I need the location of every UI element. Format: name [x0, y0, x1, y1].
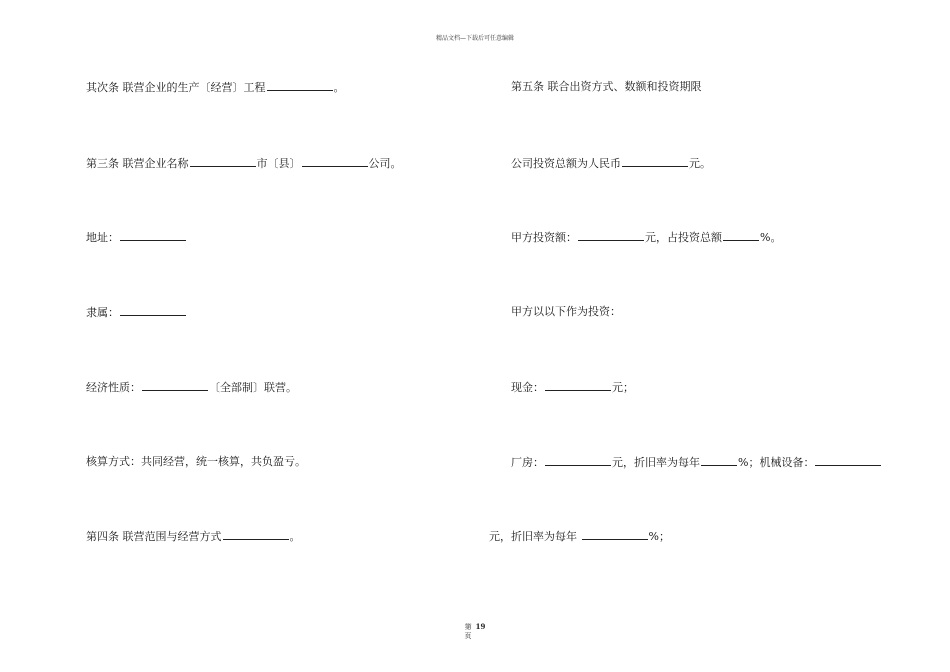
clause-5-text: 第五条 联合出资方式、数额和投资期限 — [511, 80, 702, 93]
cash-blank[interactable] — [545, 380, 611, 391]
clause-2-end: 。 — [333, 81, 345, 94]
party-a-assets-line — [511, 305, 621, 319]
plant-label: 厂房： — [511, 456, 544, 469]
ownership-text: 〔全部制〕联营。 — [209, 381, 297, 394]
address-blank[interactable] — [120, 230, 186, 241]
percent-sign: %。 — [760, 231, 782, 244]
page-label-bottom: 页 — [464, 632, 472, 640]
party-a-investment-line — [511, 230, 781, 245]
total-investment-blank[interactable] — [622, 156, 688, 167]
plant-depreciation-blank[interactable] — [701, 455, 737, 466]
clause-5-line — [511, 80, 702, 94]
clause-4-line — [86, 529, 301, 544]
clause-2-text: 其次条 联营企业的生产〔经营〕工程 — [86, 81, 266, 94]
cash-unit: 元； — [612, 381, 634, 394]
clause-3-line — [86, 156, 402, 171]
company-name-blank[interactable] — [302, 156, 368, 167]
plant-value-blank[interactable] — [545, 455, 611, 466]
accounting-text: 核算方式：共同经营，统一核算，共负盈亏。 — [86, 455, 306, 468]
cash-label: 现金： — [511, 381, 544, 394]
accounting-line — [86, 455, 306, 469]
machinery-label: %；机械设备： — [738, 456, 815, 469]
share-label: 元，占投资总额 — [645, 231, 722, 244]
total-investment-unit: 元。 — [689, 157, 711, 170]
address-line — [86, 230, 187, 245]
party-a-assets-text: 甲方以以下作为投资： — [511, 305, 621, 318]
city-county-label: 市〔县〕 — [256, 157, 301, 170]
party-a-amount-blank[interactable] — [578, 230, 644, 241]
economic-nature-line — [86, 380, 297, 395]
page-header: 精品文档—下载后可任意编辑 — [435, 35, 514, 42]
page-label-top: 第 — [464, 623, 472, 631]
plant-line — [511, 455, 882, 470]
enterprise-name-blank[interactable] — [190, 156, 256, 167]
party-a-investment-label: 甲方投资额： — [511, 231, 577, 244]
economic-nature-label: 经济性质： — [86, 381, 141, 394]
production-project-blank[interactable] — [267, 80, 333, 91]
total-investment-label: 公司投资总额为人民币 — [511, 157, 621, 170]
clause-4-end: 。 — [289, 530, 301, 543]
clause-4-text: 第四条 联营范围与经营方式 — [86, 530, 222, 543]
clause-3-text: 第三条 联营企业名称 — [86, 157, 189, 170]
machinery-depreciation-blank[interactable] — [582, 529, 648, 540]
machinery-value-blank[interactable] — [815, 455, 881, 466]
machinery-depreciation-label: 元，折旧率为每年 — [489, 530, 577, 543]
clause-2-line — [86, 80, 345, 95]
machinery-depreciation-end: %； — [648, 530, 670, 543]
affiliation-blank[interactable] — [120, 305, 186, 316]
page-number: 19 — [475, 622, 486, 631]
affiliation-label: 隶属： — [86, 306, 119, 319]
total-investment-line — [511, 156, 711, 171]
company-suffix: 公司。 — [368, 157, 402, 170]
address-label: 地址： — [86, 231, 119, 244]
machinery-depreciation-line — [489, 529, 670, 544]
cash-line — [511, 380, 634, 395]
share-percent-blank[interactable] — [723, 230, 759, 241]
business-scope-blank[interactable] — [223, 529, 289, 540]
affiliation-line — [86, 305, 187, 320]
plant-depreciation-label: 元，折旧率为每年 — [612, 456, 700, 469]
economic-nature-blank[interactable] — [142, 380, 208, 391]
page-footer — [0, 622, 950, 641]
